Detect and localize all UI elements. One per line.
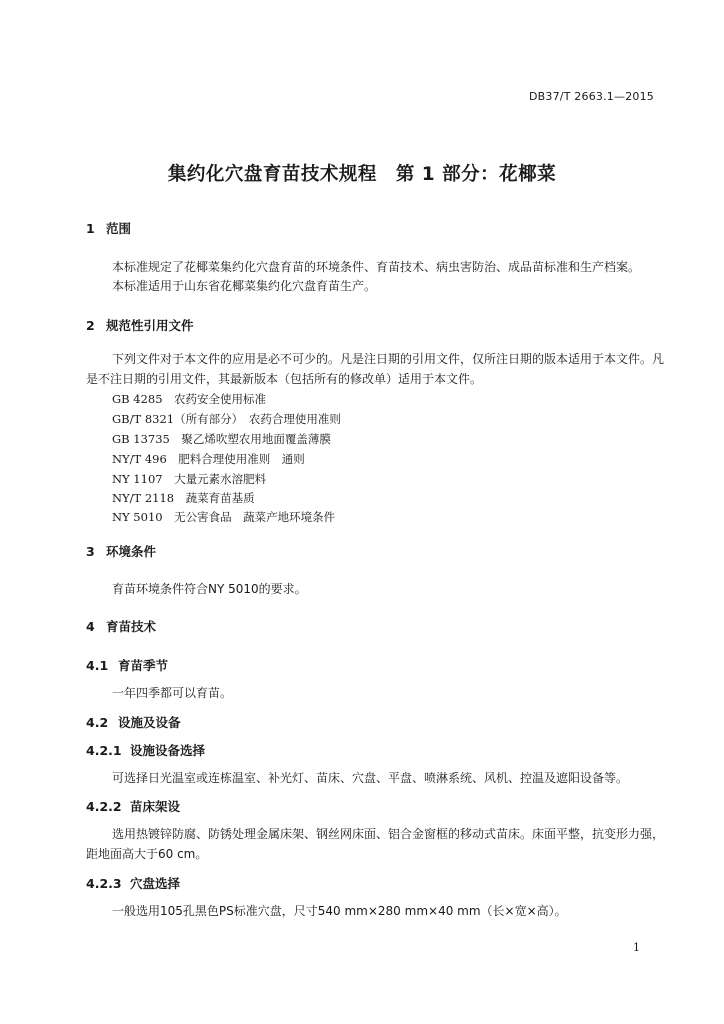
section-number: 4.2.2 [86,799,122,814]
reference-item: GB/T 8321（所有部分） 农药合理使用准则 [112,412,341,426]
reference-item: GB 13735 聚乙烯吹塑农用地面覆盖薄膜 [112,432,331,446]
section-4-1-heading [86,656,168,674]
paragraph: 选用热镀锌防腐、防锈处理金属床架、钢丝网床面、铝合金窗框的移动式苗床。床面平整，抗变形力强，距地面高大于60 cm。 [86,827,665,861]
section-title: 育苗技术 [106,619,157,634]
section-number: 4.2.1 [86,743,122,758]
reference-item: NY 5010 无公害食品 蔬菜产地环境条件 [112,510,336,524]
page-number: 1 [633,941,640,954]
section-number: 4.1 [86,658,109,673]
paragraph: 一年四季都可以育苗。 [112,686,233,700]
section-4-2-2-heading [86,797,180,815]
section-title: 设施及设备 [118,715,181,730]
reference-item: NY/T 496 肥料合理使用准则 通则 [112,452,305,466]
section-number: 4.2.3 [86,876,122,891]
section-4-2-heading [86,713,181,731]
paragraph: 本标准适用于山东省花椰菜集约化穴盘育苗生产。 [112,279,377,293]
section-4-2-3-heading [86,874,180,892]
section-title: 育苗季节 [118,658,169,673]
section-title: 苗床架设 [130,799,181,814]
standard-code: DB37/T 2663.1—2015 [528,90,654,103]
section-4-2-1-heading [86,741,205,759]
section-2-heading [86,316,194,334]
section-number: 1 [86,221,95,236]
section-number: 3 [86,544,95,559]
paragraph: 下列文件对于本文件的应用是必不可少的。凡是注日期的引用文件，仅所注日期的版本适用于本文件。凡是不注日期的引用文件，其最新版本（包括所有的修改单）适用于本文件。 [86,352,665,386]
paragraph: 一般选用105孔黑色PS标准穴盘，尺寸540 mm×280 mm×40 mm（长×宽×高）。 [112,904,567,918]
section-title: 设施设备选择 [130,743,206,758]
section-title: 穴盘选择 [130,876,181,891]
section-number: 4 [86,619,95,634]
section-title: 环境条件 [106,544,157,559]
section-title: 范围 [106,221,132,236]
section-4-heading [86,617,156,635]
section-number: 4.2 [86,715,109,730]
reference-item: NY/T 2118 蔬菜育苗基质 [112,491,255,505]
reference-item: GB 4285 农药安全使用标准 [112,392,267,406]
paragraph: 可选择日光温室或连栋温室、补光灯、苗床、穴盘、平盘、喷淋系统、风机、控温及遮阳设备等。 [112,771,629,785]
reference-item: NY 1107 大量元素水溶肥料 [112,472,267,486]
paragraph: 本标准规定了花椰菜集约化穴盘育苗的环境条件、育苗技术、病虫害防治、成品苗标准和生产档案。 [112,260,641,274]
section-3-heading [86,542,156,560]
section-1-heading [86,219,131,237]
paragraph: 育苗环境条件符合NY 5010的要求。 [112,582,307,596]
section-number: 2 [86,318,95,333]
document-title: 集约化穴盘育苗技术规程 第 1 部分：花椰菜 [167,164,557,185]
section-title: 规范性引用文件 [106,318,194,333]
